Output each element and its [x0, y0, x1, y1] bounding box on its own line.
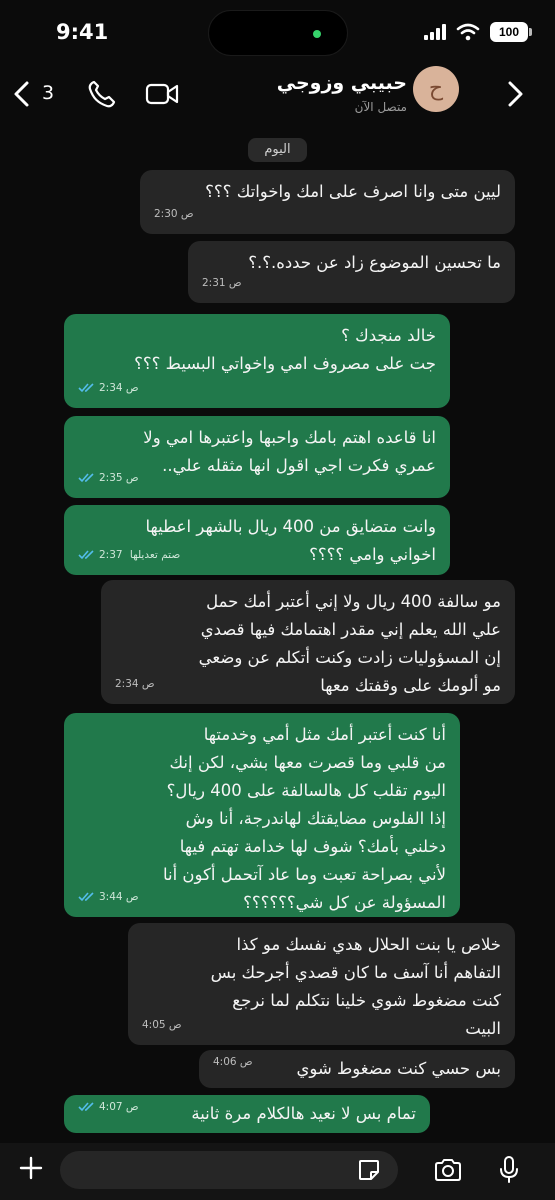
unread-count[interactable]: 3: [42, 82, 55, 104]
message-text: بس حسي كنت مضغوط شوي: [296, 1059, 501, 1078]
message-bubble[interactable]: [64, 416, 450, 498]
message-time: 3:44 ص: [99, 891, 139, 903]
message-bubble[interactable]: [101, 580, 515, 704]
read-ticks-icon: [78, 473, 96, 483]
status-bar: [0, 0, 555, 66]
message-time: 4:05 ص: [142, 1019, 182, 1031]
message-text: وانت متضايق من 400 ريال بالشهر اعطيها اخواني وامي ؟؟؟؟: [145, 517, 436, 564]
forward-arrow-icon[interactable]: [505, 80, 525, 108]
message-input[interactable]: [60, 1151, 398, 1189]
day-separator: اليوم: [248, 138, 307, 162]
message-time: 2:34 ص: [99, 382, 139, 394]
message-bubble[interactable]: [140, 170, 515, 234]
read-ticks-icon: [78, 1102, 96, 1112]
message-meta: [78, 464, 139, 492]
message-meta: [202, 269, 242, 297]
message-list[interactable]: [0, 128, 555, 1143]
status-time: 9:41: [56, 20, 109, 44]
sticker-icon[interactable]: [357, 1158, 381, 1182]
message-bubble[interactable]: [199, 1050, 515, 1088]
message-text: مو سالفة 400 ريال ولا إني أعتبر أمك حمل علي الله يعلم إني مقدر اهتمامك فيها قصدي إن المسؤوليات زادت وكنت أتكلم عن وضعي مو ألومك على وقفتك معها: [198, 592, 501, 695]
message-text: تمام بس لا نعيد هالكلام مرة ثانية: [191, 1104, 416, 1123]
message-meta: [115, 670, 155, 698]
video-camera-icon[interactable]: [145, 82, 179, 106]
message-text: أنا كنت أعتبر أمك مثل أمي وخدمتها من قلبي وما قصرت معها بشي، لكن إنك اليوم تقلب كل هالسالفة على 400 ريال؟ إذا الفلوس مضايقتك لهاندرجة، أنا وش دخلني بأمك؟ شوف لها خدامة تهتم فيها لأني بصراحة تعبت وما عاد آتحمل أكون أنا المسؤولة عن كل شي؟؟؟؟؟؟: [162, 725, 446, 912]
read-ticks-icon: [78, 383, 96, 393]
plus-icon[interactable]: [18, 1155, 44, 1181]
wifi-icon: [456, 23, 480, 41]
dynamic-island: [208, 10, 348, 56]
chat-header: [0, 66, 555, 128]
composer-bar: [0, 1143, 555, 1200]
message-bubble[interactable]: [128, 923, 515, 1045]
message-bubble[interactable]: [64, 713, 460, 917]
message-time: 4:07 ص: [99, 1101, 139, 1113]
message-bubble[interactable]: [64, 314, 450, 408]
message-text: خالد منجدك ؟ جت على مصروف امي واخواتي البسيط ؟؟؟: [134, 326, 436, 373]
camera-indicator-icon: [313, 30, 321, 38]
back-arrow-icon[interactable]: [12, 80, 32, 108]
camera-icon[interactable]: [433, 1158, 463, 1182]
message-text: ليين متى وانا اصرف على امك واخواتك ؟؟؟: [205, 182, 501, 201]
message-time: 2:30 ص: [154, 208, 194, 220]
microphone-icon[interactable]: [498, 1155, 520, 1185]
edited-label: تم تعديلها: [129, 549, 172, 561]
read-ticks-icon: [78, 550, 96, 560]
message-text: خلاص يا بنت الحلال هدي نفسك مو كذا التفاهم أنا آسف ما كان قصدي أجرحك بس كنت مضغوط شوي خلينا نتكلم لما نرجع البيت: [210, 935, 501, 1038]
message-bubble[interactable]: [64, 505, 450, 575]
contact-status: متصل الآن: [354, 100, 407, 114]
battery-icon: 100: [490, 22, 528, 42]
message-time: 2:35 ص: [99, 472, 139, 484]
message-time: 2:37 ص: [99, 549, 181, 561]
cellular-signal-icon: [424, 24, 448, 40]
message-meta: [78, 883, 139, 911]
message-meta: [78, 374, 139, 402]
message-meta: [213, 1048, 253, 1076]
message-meta: [78, 541, 180, 569]
avatar[interactable]: ح: [413, 66, 459, 112]
message-meta: [78, 1093, 139, 1121]
message-bubble[interactable]: [64, 1095, 430, 1133]
read-ticks-icon: [78, 892, 96, 902]
message-time: 2:31 ص: [202, 277, 242, 289]
message-meta: [154, 200, 194, 228]
phone-icon[interactable]: [86, 79, 116, 109]
message-meta: [142, 1011, 182, 1039]
contact-name[interactable]: حبيبي وزوجي: [276, 72, 407, 94]
message-bubble[interactable]: [188, 241, 515, 303]
message-text: ما تحسين الموضوع زاد عن حدده.؟.؟: [248, 253, 501, 272]
message-text: انا قاعده اهتم بامك واحبها واعتبرها امي ولا عمري فكرت اجي اقول انها مثقله علي..: [143, 428, 436, 475]
message-time: 4:06 ص: [213, 1056, 253, 1068]
message-time: 2:34 ص: [115, 678, 155, 690]
